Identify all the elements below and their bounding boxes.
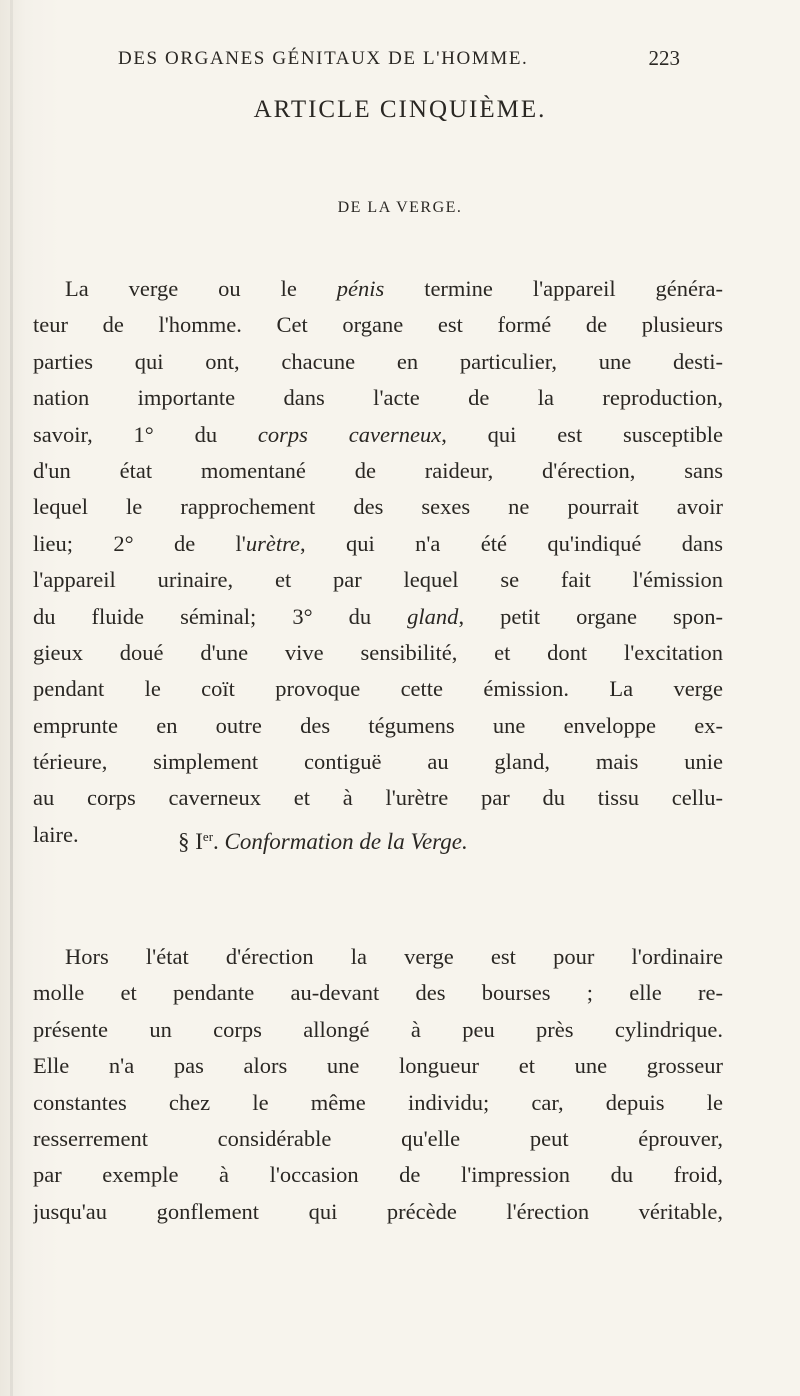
paragraph-1 xyxy=(33,271,723,853)
paragraph-2 xyxy=(33,939,723,1230)
text-line: l'appareil urinaire, et par lequel se fait l'émission xyxy=(33,567,723,593)
text-line: gieux doué d'une vive sensibilité, et dont l'excitation xyxy=(33,639,723,665)
text-line: teur de l'homme. Cet organe est formé de plusieurs xyxy=(33,312,723,338)
text-line: resserrement considérable qu'elle peut éprouver, xyxy=(33,1125,723,1151)
text-line: laire. xyxy=(33,821,79,847)
text-line: parties qui ont, chacune en particulier, une desti- xyxy=(33,348,723,374)
text-line: au corps caverneux et à l'urètre par du tissu cellu- xyxy=(33,785,723,811)
text-line: pendant le coït provoque cette émission. La verge xyxy=(33,676,723,702)
running-title: DES ORGANES GÉNITAUX DE L'HOMME. xyxy=(118,48,529,69)
text-line: emprunte en outre des tégumens une enveloppe ex- xyxy=(33,712,723,738)
text-line: Hors l'état d'érection la verge est pour l'ordinaire xyxy=(65,944,723,969)
text-line: térieure, simplement contiguë au gland, mais unie xyxy=(33,749,723,775)
text-line: La verge ou le pénis termine l'appareil généra- xyxy=(65,276,723,301)
text-line: savoir, 1° du corps caverneux, qui est susceptible xyxy=(33,421,723,447)
text-line: d'un état momentané de raideur, d'érection, sans xyxy=(33,457,723,483)
page-number: 223 xyxy=(648,46,680,70)
text-line: par exemple à l'occasion de l'impression du froid, xyxy=(33,1162,723,1188)
text-line: lequel le rapprochement des sexes ne pourrait avoir xyxy=(33,494,723,520)
text-line: jusqu'au gonflement qui précède l'érection véritable, xyxy=(33,1198,723,1224)
article-title: ARTICLE CINQUIÈME. xyxy=(253,96,547,123)
text-line: du fluide séminal; 3° du gland, petit organe spon- xyxy=(33,603,723,629)
text-line: Elle n'a pas alors une longueur et une grosseur xyxy=(33,1053,723,1079)
text-line: constantes chez le même individu; car, depuis le xyxy=(33,1089,723,1115)
section-title: DE LA VERGE. xyxy=(337,199,463,216)
text-line: nation importante dans l'acte de la reproduction, xyxy=(33,385,723,411)
text-line: présente un corps allongé à peu près cylindrique. xyxy=(33,1016,723,1042)
text-line: molle et pendante au-devant des bourses ; elle re- xyxy=(33,980,723,1006)
text-line: lieu; 2° de l'urètre, qui n'a été qu'indiqué dans xyxy=(33,530,723,556)
subsection-heading: § Ier. Conformation de la Verge. xyxy=(178,829,468,854)
